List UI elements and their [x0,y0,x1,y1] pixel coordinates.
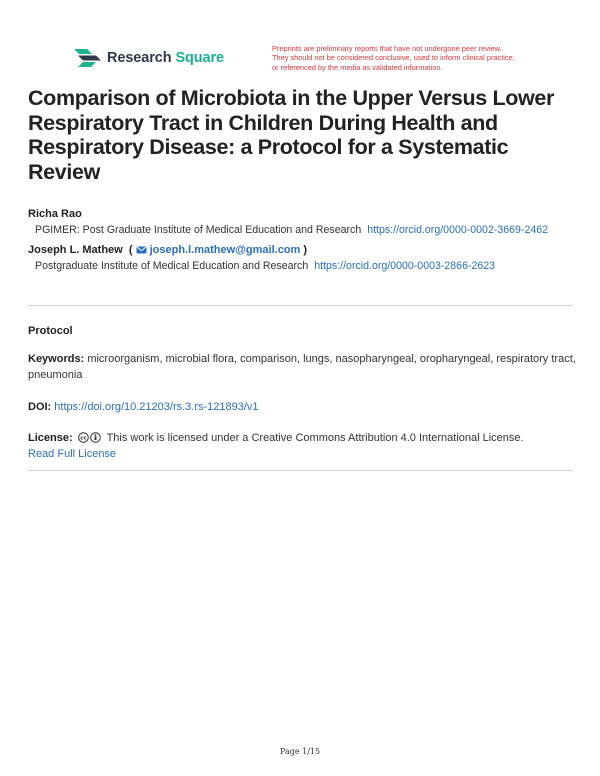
doi-link[interactable]: https://doi.org/10.21203/rs.3.rs-121893/v1 [54,401,259,413]
orcid-link[interactable]: https://orcid.org/0000-0002-3669-2462 [367,224,549,236]
author-name[interactable]: Joseph L. Mathew [28,244,123,256]
preprint-disclaimer [272,44,534,72]
license-line [28,430,576,446]
divider [28,470,573,471]
author-name-line [28,243,576,258]
license-text: This work is licensed under a Creative Commons Attribution 4.0 International License. [106,432,524,444]
email-link[interactable]: joseph.l.mathew@gmail.com [149,244,301,256]
author-affiliation [28,258,576,274]
disclaimer-line: They should not be considered conclusive, used to inform clinical practice, [272,53,515,63]
creative-commons-icons [78,432,102,443]
envelope-icon [136,246,147,254]
doi-label: DOI: [28,401,52,413]
author-affiliation [28,222,576,238]
open-paren: ( [128,244,133,256]
brand-word-research: Research [107,50,172,66]
author-block [28,243,576,274]
keywords-label: Keywords: [28,353,85,365]
article-type: Protocol [28,325,73,337]
author-name[interactable]: Richa Rao [28,208,82,220]
keywords-section [28,351,576,383]
doi-section [28,399,576,415]
keywords-text: microorganism, microbial flora, comparison, lungs, nasopharyngeal, oropharyngeal, respiratory tract, pneumonia [28,353,576,381]
read-full-license-link[interactable]: Read Full License [28,448,117,460]
license-section [28,430,576,462]
by-icon [90,433,100,443]
svg-text:cc: cc [80,435,87,442]
orcid-link[interactable]: https://orcid.org/0000-0003-2866-2623 [314,260,496,272]
affiliation-text: Postgraduate Institute of Medical Education and Research [35,260,309,272]
close-paren: ) [303,244,308,256]
affiliation-text: PGIMER: Post Graduate Institute of Medical Education and Research [35,224,362,236]
page-number: Page 1/15 [279,747,321,756]
brand-name [107,50,224,66]
divider [28,305,573,306]
author-block [28,207,576,238]
paper-title: Comparison of Microbiota in the Upper Versus Lower Respiratory Tract in Children During Health and Respiratory Disease: a Protocol for a Systematic Review [28,86,555,184]
disclaimer-line: Preprints are preliminary reports that have not undergone peer review. [272,44,502,53]
cc-icon [78,433,88,443]
research-square-logo-icon [74,47,101,69]
disclaimer-line: or referenced by the media as validated information. [272,62,443,72]
author-list [28,207,576,274]
brand-word-square: Square [175,50,224,66]
license-label: License: [28,432,73,444]
research-square-logo[interactable] [74,47,224,69]
